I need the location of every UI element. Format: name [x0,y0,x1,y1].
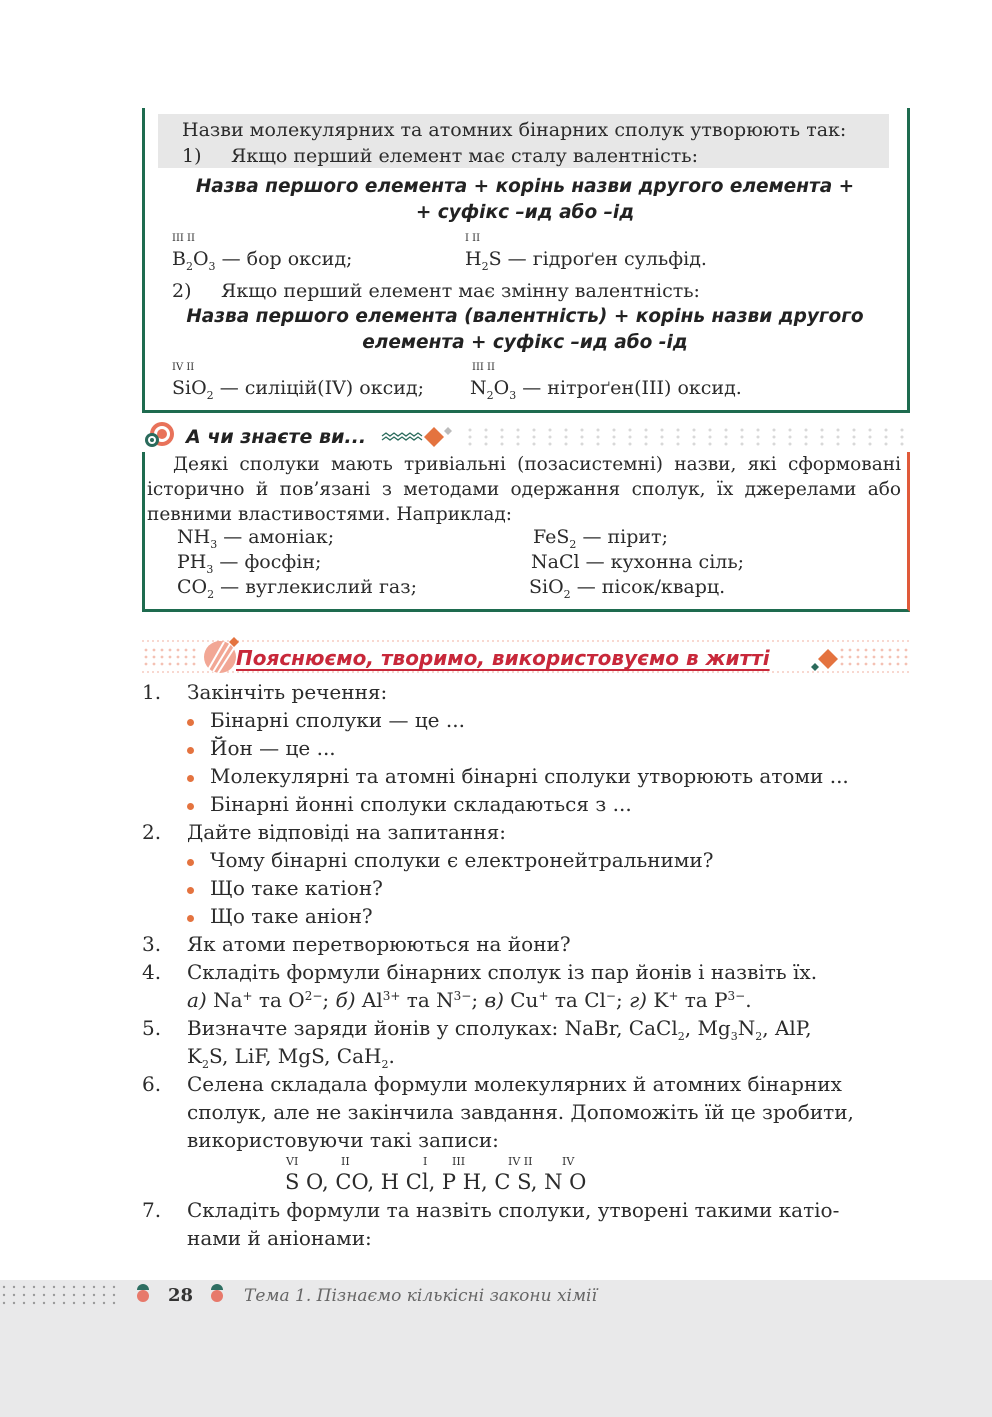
bullet-icon [187,775,194,782]
bullet-item: Йон — це ... [210,736,336,760]
example-h2s: $H_2S$ — гідроґен сульфід. [465,248,707,273]
dyk-header-decoration [380,424,906,448]
valence-n2o3: III II [472,362,495,373]
valence-sio2: IV II [172,362,195,373]
exercise-6-line3: використовуючи такі записи: [187,1128,499,1152]
bullet-item: Чому бінарні сполуки є електронейтральними? [210,848,714,872]
bullet-icon [187,719,194,726]
exercise-6-number: 6. [142,1072,162,1096]
sio2-item: SiO$_2$ — пісок/кварц. [529,576,726,601]
exercise-5-number: 5. [142,1016,162,1040]
exercise-4-number: 4. [142,960,162,984]
target-icon [142,421,178,451]
exercise-7-line1: Складіть формули та назвіть сполуки, утворені такими катіо- [187,1198,840,1222]
footer-dots-decoration [0,1283,126,1309]
pattern2-line2: елемента + суфікс –ид або -ід [362,332,688,353]
ph3-item: $PH_3$ — фосфін; [177,551,322,576]
exercise-6-line1: Селена складала формули молекулярних й атомних бінарних [187,1072,842,1096]
footer-dot-red-right [211,1290,223,1302]
valence-iv-ii: IV II [508,1155,533,1168]
bullet-item: Бінарні йонні сполуки складаються з ... [210,792,632,816]
exercise-3-number: 3. [142,932,162,956]
bullet-icon [187,887,194,894]
section-title: Пояснюємо, творимо, використовуємо в житті [236,646,770,670]
pattern2-line1: Назва першого елемента (валентність) + корінь назви другого [186,306,864,327]
bullet-icon [187,803,194,810]
exercise-2-text: Дайте відповіді на запитання: [187,820,506,844]
valence-vi: VI [286,1155,299,1168]
example-b2o3: $B_2O_3$ — бор оксид; [172,248,353,273]
example-n2o3: $N_2O_3$ — нітроґен(III) оксид. [470,377,742,402]
page-number: 28 [168,1285,194,1306]
bullet-item: Що таке аніон? [210,904,373,928]
exercise-1-number: 1. [142,680,162,704]
nh3-item: $NH_3$ — амоніак; [177,526,335,551]
bullet-icon [187,747,194,754]
exercise-4-text: Складіть формули бінарних сполук із пар йонів і назвіть їх. [187,960,818,984]
bullet-icon [187,859,194,866]
case2-text: Якщо перший елемент має змінну валентність: [221,280,700,302]
exercise-6-formulas: S O, CO, H Cl, P H, C S, N O [285,1170,587,1194]
bullet-icon [187,915,194,922]
valence-i: I [423,1155,428,1168]
exercise-7-number: 7. [142,1198,162,1222]
nacl-item: NaCl — кухонна сіль; [531,551,745,573]
fes2-item: FeS$_2$ — пірит; [533,526,668,551]
case2-number: 2) [172,280,192,302]
exercise-4-ion-pairs: а) Na+ та $O^{2-}$; б) $Al^{3+}$ та $N^{3-}$; в) Cu+ та Cl−; г) K+ та $P^{3-}$. [187,988,752,1012]
did-you-know-title: А чи знаєте ви... [186,426,367,448]
valence-ii: II [341,1155,350,1168]
valence-h2s: I II [465,233,481,244]
co2-item: $CO_2$ — вуглекислий газ; [177,576,418,601]
exercise-7-line2: нами й аніонами: [187,1226,372,1250]
bullet-item: Бінарні сполуки — це ... [210,708,465,732]
exercise-3-text: Як атоми перетворюються на йони? [187,932,571,956]
footer-dot-red-left [137,1290,149,1302]
pattern1-line1: Назва першого елемента + корінь назви другого елемента + [195,176,855,197]
exercise-5-text: Визначте заряди йонів у сполуках: NaBr, CaCl$_2$, $Mg_3N_2$, AlP, [187,1016,812,1043]
valence-iv: IV [562,1155,575,1168]
exercise-2-number: 2. [142,820,162,844]
pattern1-line2: + суфікс –ид або –ід [415,202,635,223]
exercise-6-line2: сполук, але не закінчила завдання. Допоможіть їй це зробити, [187,1100,854,1124]
case1-text: Якщо перший елемент має сталу валентність: [231,145,698,167]
did-you-know-text: Деякі сполуки мають тривіальні (позасистемні) назви, які сформовані історично й пов’язані з методами одержання сполук, їх джерелами або певними властивостями. Наприклад: [147,454,901,525]
example-sio2: SiO$_2$ — силіцій(IV) оксид; [172,377,424,402]
rule-intro: Назви молекулярних та атомних бінарних сполук утворюють так: [182,119,847,141]
case1-number: 1) [182,145,202,167]
exercise-5-compounds: $K_2S$, LiF, MgS, CaH$_2$. [187,1044,395,1071]
exercise-1-text: Закінчіть речення: [187,680,388,704]
bullet-item: Молекулярні та атомні бінарні сполуки утворюють атоми ... [210,764,849,788]
footer-topic: Тема 1. Пізнаємо кількісні закони хімії [244,1286,597,1306]
bullet-item: Що таке катіон? [210,876,383,900]
valence-b2o3: III II [172,233,195,244]
valence-iii: III [452,1155,466,1168]
